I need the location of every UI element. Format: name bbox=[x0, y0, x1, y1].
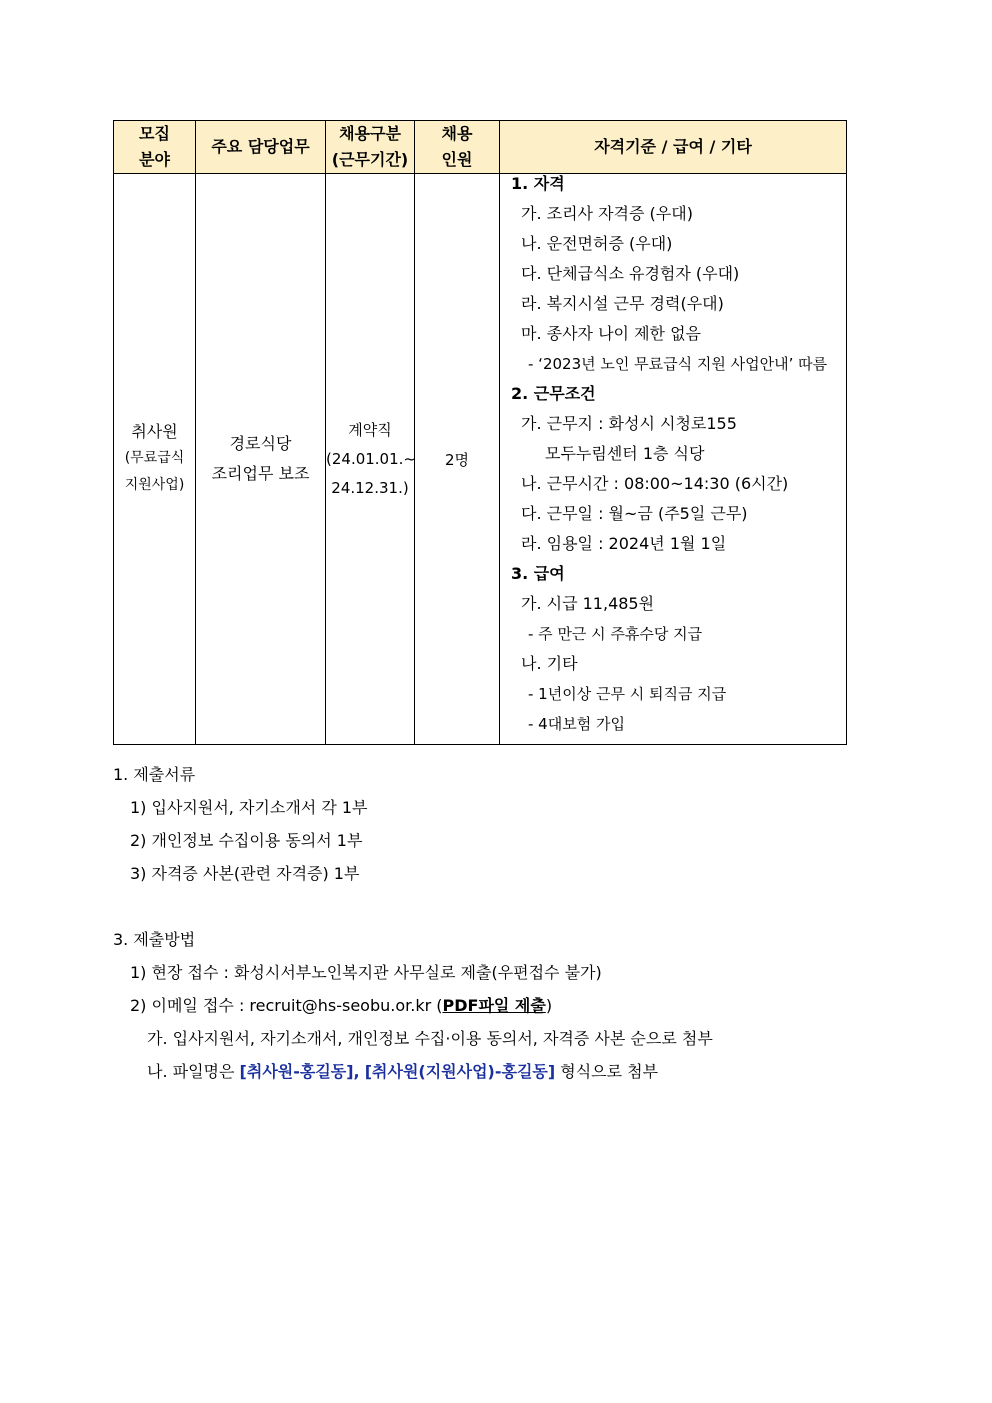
criteria-item: 나. 근무시간 : 08:00~14:30 (6시간) bbox=[521, 474, 789, 493]
method-item-email bbox=[113, 994, 873, 1027]
documents-item: 1) 입사지원서, 자기소개서 각 1부 bbox=[130, 798, 368, 817]
method-sub-filename bbox=[113, 1060, 873, 1093]
employment-period-start: (24.01.01.~ bbox=[326, 449, 416, 468]
header-criteria-label: 자격기준 / 급여 / 기타 bbox=[594, 137, 752, 156]
email-suffix: ) bbox=[545, 996, 553, 1015]
criteria-item: 다. 근무일 : 월~금 (주5일 근무) bbox=[521, 504, 748, 523]
header-count bbox=[415, 121, 500, 174]
header-category bbox=[114, 121, 196, 174]
documents-item: 2) 개인정보 수집이용 동의서 1부 bbox=[130, 831, 363, 850]
email-prefix: 2) 이메일 접수 : recruit@hs-seobu.or.kr ( bbox=[130, 996, 443, 1015]
employment-period-end: 24.12.31.) bbox=[331, 478, 409, 497]
filename-prefix: 나. 파일명은 bbox=[147, 1062, 240, 1081]
criteria-section-conditions: 2. 근무조건 bbox=[511, 384, 596, 403]
category-sub-line1: (무료급식 bbox=[124, 450, 185, 466]
filename-example-2: [취사원(지원사업)-홍길동] bbox=[364, 1062, 556, 1081]
employment-type: 계약직 bbox=[348, 420, 392, 439]
duty-line2: 조리업무 보조 bbox=[211, 464, 310, 483]
header-duty bbox=[196, 121, 326, 174]
cell-criteria bbox=[500, 174, 847, 745]
filename-example-1: [취사원-홍길동], bbox=[239, 1062, 360, 1081]
criteria-section-salary: 3. 급여 bbox=[511, 564, 565, 583]
criteria-item: 나. 기타 bbox=[521, 654, 578, 673]
header-count-line2: 인원 bbox=[441, 150, 473, 169]
header-employment-line1: 채용구분 bbox=[339, 124, 401, 143]
criteria-item: 가. 시급 11,485원 bbox=[521, 594, 655, 613]
pdf-note: PDF파일 제출 bbox=[442, 996, 546, 1015]
cell-count bbox=[415, 174, 500, 745]
criteria-note: - ‘2023년 노인 무료급식 지원 사업안내’ 따름 bbox=[528, 355, 828, 373]
submission-info bbox=[113, 763, 873, 1093]
header-count-line1: 채용 bbox=[441, 124, 473, 143]
method-sub-order: 가. 입사지원서, 자기소개서, 개인정보 수집·이용 동의서, 자격증 사본 순으로 첨부 bbox=[147, 1029, 713, 1048]
criteria-item: - 주 만근 시 주휴수당 지급 bbox=[528, 625, 703, 643]
criteria-item: 나. 운전면허증 (우대) bbox=[521, 234, 673, 253]
criteria-item: 가. 근무지 : 화성시 시청로155 bbox=[521, 414, 737, 433]
method-item-onsite: 1) 현장 접수 : 화성시서부노인복지관 사무실로 제출(우편접수 불가) bbox=[130, 963, 602, 982]
criteria-section-qualification: 1. 자격 bbox=[511, 174, 565, 193]
category-sub-line2: 지원사업) bbox=[124, 477, 185, 493]
criteria-item: - 4대보험 가입 bbox=[528, 715, 625, 733]
header-category-line2: 분야 bbox=[139, 150, 170, 169]
criteria-item: 마. 종사자 나이 제한 없음 bbox=[521, 324, 701, 343]
criteria-item: 다. 단체급식소 유경험자 (우대) bbox=[521, 264, 740, 283]
header-criteria bbox=[500, 121, 847, 174]
recruitment-table bbox=[113, 120, 847, 745]
documents-item: 3) 자격증 사본(관련 자격증) 1부 bbox=[130, 864, 360, 883]
spacer bbox=[113, 895, 873, 928]
criteria-item: - 1년이상 근무 시 퇴직금 지급 bbox=[528, 685, 727, 703]
criteria-item: 모두누림센터 1층 식당 bbox=[545, 444, 705, 463]
filename-suffix: 형식으로 첨부 bbox=[555, 1062, 659, 1081]
cell-category bbox=[114, 174, 196, 745]
duty-line1: 경로식당 bbox=[229, 434, 292, 453]
cell-employment bbox=[326, 174, 415, 745]
hire-count: 2명 bbox=[444, 450, 470, 469]
table-row bbox=[114, 174, 847, 745]
criteria-item: 라. 임용일 : 2024년 1월 1일 bbox=[521, 534, 727, 553]
method-title: 3. 제출방법 bbox=[113, 930, 196, 949]
table-header-row bbox=[114, 121, 847, 174]
header-employment-line2: (근무기간) bbox=[331, 150, 409, 169]
header-duty-label: 주요 담당업무 bbox=[211, 137, 310, 156]
documents-title: 1. 제출서류 bbox=[113, 765, 196, 784]
header-category-line1: 모집 bbox=[139, 124, 170, 143]
category-main: 취사원 bbox=[131, 422, 178, 441]
cell-duty bbox=[196, 174, 326, 745]
criteria-item: 가. 조리사 자격증 (우대) bbox=[521, 204, 693, 223]
criteria-item: 라. 복지시설 근무 경력(우대) bbox=[521, 294, 724, 313]
header-employment bbox=[326, 121, 415, 174]
